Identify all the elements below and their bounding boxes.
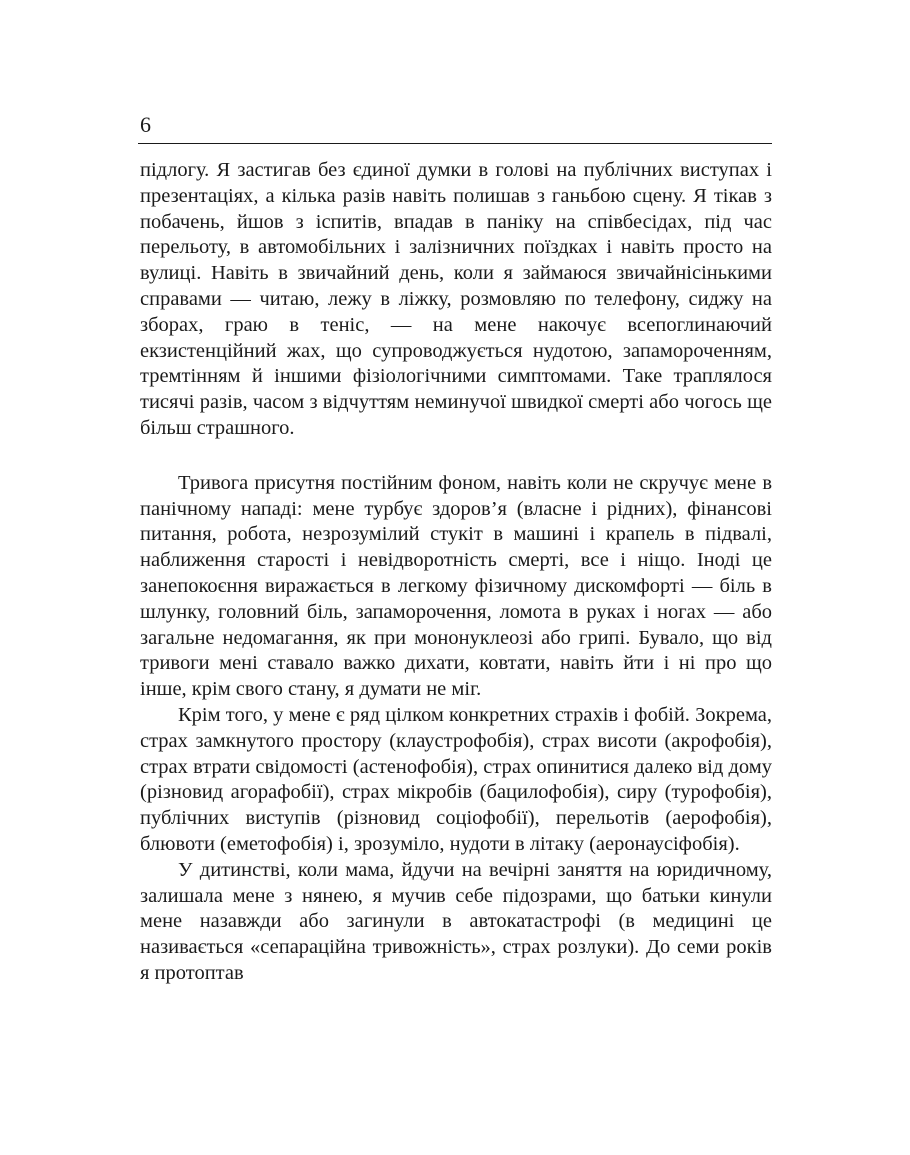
- paragraph-continued: підлогу. Я застигав без єдиної думки в голові на публічних виступах і презентаціях, а кілька разів навіть полишав з ганьбою сцену. Я тікав з побачень, йшов з іспитів, впадав в паніку на співбесідах, під час перельоту, в автомобільних і залізничних поїздках і навіть просто на вулиці. Навіть в звичайний день, коли я займаюся звичайнісінькими справами — читаю, лежу в ліжку, розмовляю по телефону, сиджу на зборах, граю в теніс, — на мене накочує всепоглинаючий екзистенційний жах, що супроводжується нудотою, запамороченням, тремтінням й іншими фізіологічними симптомами. Таке траплялося тисячі разів, часом з відчуттям неминучої швидкої смерті або чогось ще більш страшного.: [140, 159, 772, 439]
- header-rule: [138, 143, 772, 144]
- page-number: 6: [140, 112, 151, 137]
- body-text: [140, 158, 772, 987]
- paragraph-phobias: Крім того, у мене є ряд цілком конкретних страхів і фобій. Зокрема, страх замкнутого простору (клаустрофобія), страх висоти (акрофобія), страх втрати свідомості (астенофобія), страх опинитися далеко від дому (різновид агорафобії), страх мікробів (бацилофобія), сиру (турофобія), публічних виступів (різновид соціофобії), перельотів (аерофобія), блювоти (еметофобія) і, зрозуміло, нудоти в літаку (аеронаусіфобія).: [140, 703, 772, 855]
- paragraph-childhood: У дитинстві, коли мама, йдучи на вечірні заняття на юридичному, залишала мене з нянею, я мучив себе підозрами, що батьки кинули мене назавжди або загинули в автокатастрофі (в медицині це називається «сепараційна тривожність», страх розлуки). До семи років я протоптав: [140, 858, 772, 984]
- paragraph-anxiety-background: Тривога присутня постійним фоном, навіть коли не скручує мене в панічному нападі: мене турбує здоров’я (власне і рідних), фінансові питання, робота, незрозумілий стукіт в машині і крапель в підвалі, наближення старості і невідворотність смерті, все і ніщо. Іноді це занепокоєння виражається в легкому фізичному дискомфорті — біль в шлунку, головний біль, запаморочення, ломота в руках і ногах — або загальне недомагання, як при мононуклеозі або грипі. Бувало, що від тривоги мені ставало важко дихати, ковтати, навіть йти і ні про що інше, крім свого стану, я думати не міг.: [140, 471, 772, 701]
